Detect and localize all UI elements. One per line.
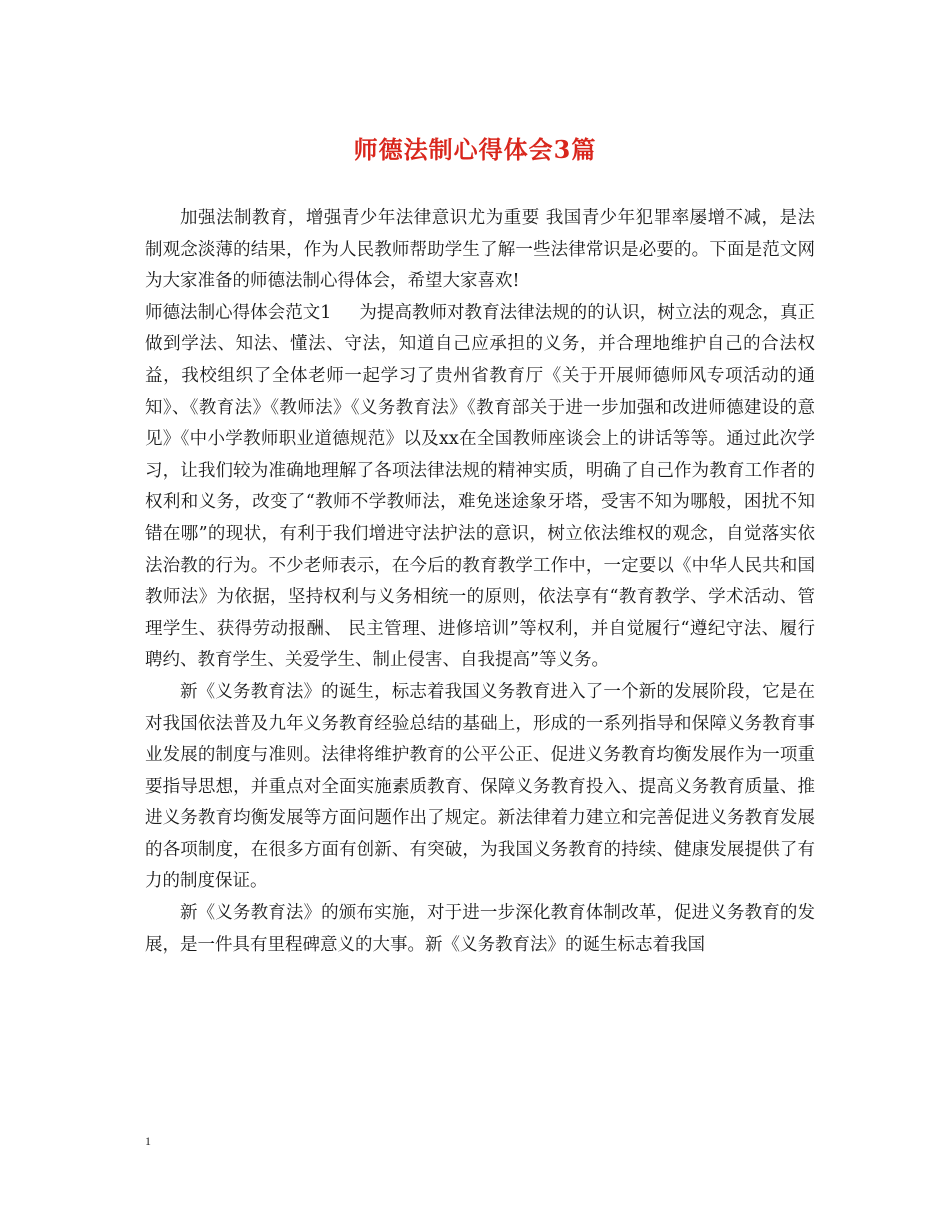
page-number: 1 bbox=[145, 1134, 151, 1148]
paragraph-2: 新《义务教育法》的诞生，标志着我国义务教育进入了一个新的发展阶段，它是在对我国依法普及九年义务教育经验总结的基础上，形成的一系列指导和保障义务教育事业发展的制度与准则。法律将维护教育的公平公正、促进义务教育均衡发展作为一项重要指导思想，并重点对全面实施素质教育、保障义务教育投入、提高义务教育质量、推进义务教育均衡发展等方面问题作出了规定。新法律着力建立和完善促进义务教育发展的各项制度，在很多方面有创新、有突破，为我国义务教育的持续、健康发展提供了有力的制度保证。 bbox=[145, 681, 815, 892]
paragraph-1-text: 为提高教师对教育法律法规的的认识，树立法的观念，真正做到学法、知法、懂法、守法，知道自己应承担的义务，并合理地维护自己的合法权益，我校组织了全体老师一起学习了贵州省教育厅《关于开展师德师风专项活动的通知》、《教育法》《教师法》《义务教育法》《教育部关于进一步加强和改进师德建设的意见》《中小学教师职业道德规范》以及xx在全国教师座谈会上的讲话等等。通过此次学习，让我们较为准确地理解了各项法律法规的精神实质，明确了自己作为教育工作者的权利和义务，改变了“教师不学教师法，难免迷途象牙塔，受害不知为哪般，困扰不知错在哪”的现状，有利于我们增进守法护法的意识，树立依法维权的观念，自觉落实依法治教的行为。不少老师表示，在今后的教育教学工作中，一定要以《中华人民共和国教师法》为依据，坚持权利与义务相统一的原则，依法享有“教育教学、学术活动、管理学生、获得劳动报酬、 民主管理、进修培训”等权利，并自觉履行“遵纪守法、履行聘约、教育学生、关爱学生、制止侵害、自我提高”等义务。 bbox=[145, 302, 815, 671]
intro-paragraph: 加强法制教育，增强青少年法律意识尤为重要 我国青少年犯罪率屡增不减，是法制观念淡薄的结果，作为人民教师帮助学生了解一些法律常识是必要的。下面是范文网为大家准备的师德法制心得体会，希望大家喜欢! bbox=[145, 208, 815, 292]
sample-paragraph-1 bbox=[145, 298, 815, 677]
document-title: 师德法制心得体会3篇 bbox=[353, 135, 597, 164]
paragraph-3: 新《义务教育法》的颁布实施，对于进一步深化教育体制改革，促进义务教育的发展，是一件具有里程碑意义的大事。新《义务教育法》的诞生标志着我国 bbox=[145, 903, 815, 955]
sample-heading: 师德法制心得体会范文1 bbox=[145, 302, 332, 323]
document-body bbox=[145, 203, 815, 961]
